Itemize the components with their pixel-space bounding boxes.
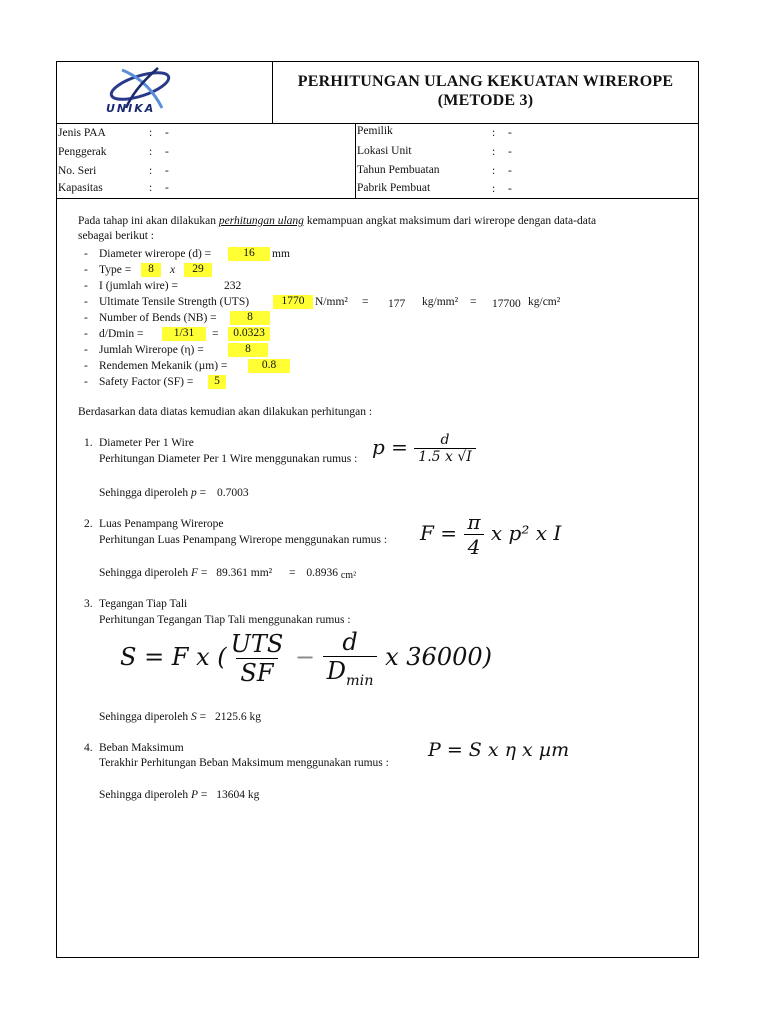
info-divider	[56, 198, 699, 199]
unika-logo	[92, 64, 202, 122]
formula3-den2-main: D	[326, 657, 346, 685]
info-right-value-0: -	[508, 127, 512, 139]
formula2-rhs: x p² x I	[490, 521, 562, 545]
document-frame	[56, 61, 699, 958]
page-title	[272, 72, 699, 110]
nb-value: 8	[230, 311, 270, 325]
step3-result-value: 2125.6	[214, 711, 247, 723]
step4-num: 4.	[84, 742, 93, 754]
formula3-minus: −	[294, 642, 316, 671]
step4-result	[99, 789, 259, 801]
info-left-value-1: -	[165, 146, 169, 158]
step2-desc: Perhitungan Luas Penampang Wirerope menggunakan rumus :	[99, 534, 388, 546]
param-dash: -	[84, 312, 88, 324]
result-label: Sehingga diperoleh	[99, 567, 189, 579]
formula1-lhs: p =	[372, 435, 408, 459]
info-column-divider	[355, 123, 356, 198]
step2-result-unit2: cm²	[340, 570, 357, 581]
formula3-lhs: S = F x (	[120, 642, 227, 671]
title-line2: (METODE 3)	[437, 92, 534, 109]
info-right-label-2: Tahun Pembuatan	[357, 164, 440, 176]
formula3-denominator2	[323, 656, 378, 689]
ddmin-value: 1/31	[162, 327, 206, 341]
uts-value: 1770	[273, 295, 313, 309]
intro-line2: sebagai berikut :	[78, 230, 155, 242]
step3-title: Tegangan Tiap Tali	[99, 598, 188, 610]
result-label: Sehingga diperoleh	[99, 487, 189, 499]
info-left-label-1: Penggerak	[58, 146, 107, 158]
step1-title: Diameter Per 1 Wire	[99, 437, 194, 449]
nb-label: Number of Bends (NB) =	[99, 312, 217, 324]
uts-eq2: =	[470, 296, 477, 308]
diameter-unit: mm	[272, 248, 290, 260]
step2-result-value: 89.361	[216, 567, 248, 579]
formula-1	[372, 432, 476, 465]
type-label: Type =	[99, 264, 132, 276]
rendemen-value: 0.8	[248, 359, 290, 373]
uts-value2: 177	[388, 298, 406, 310]
formula2-numerator: π	[467, 510, 481, 534]
info-right-label-0: Pemilik	[357, 125, 393, 137]
rendemen-label: Rendemen Mekanik (µm) =	[99, 360, 228, 372]
formula3-numerator2: d	[342, 628, 358, 656]
intro-emphasis: perhitungan ulang	[218, 215, 304, 227]
result-var: P	[190, 789, 199, 801]
step2-result-value2: 0.8936	[306, 567, 338, 579]
info-left-sep-3: :	[149, 182, 153, 194]
param-dash: -	[84, 280, 88, 292]
param-dash: -	[84, 360, 88, 372]
result-label: Sehingga diperoleh	[99, 789, 189, 801]
param-dash: -	[84, 264, 88, 276]
sf-label: Safety Factor (SF) =	[99, 376, 194, 388]
param-dash: -	[84, 296, 88, 308]
ddmin-eq: =	[212, 328, 219, 340]
ddmin-value2: 0.0323	[228, 327, 270, 341]
formula3-den2-sub: min	[345, 672, 374, 689]
step1-desc: Perhitungan Diameter Per 1 Wire menggunakan rumus :	[99, 453, 358, 465]
formula2-lhs: F =	[420, 521, 457, 545]
formula3-fraction2	[323, 628, 378, 689]
formula1-denominator: 1.5 x √I	[414, 448, 476, 465]
type-b-value: 29	[184, 263, 212, 277]
param-dash: -	[84, 344, 88, 356]
intro-post: kemampuan angkat maksimum dari wirerope dengan data-data	[303, 215, 597, 227]
sf-value: 5	[208, 375, 226, 389]
uts-eq1: =	[362, 296, 369, 308]
info-left-sep-2: :	[149, 165, 153, 177]
formula2-denominator: 4	[464, 534, 485, 559]
step1-result-value: 0.7003	[216, 487, 249, 499]
info-left-sep-0: :	[149, 127, 153, 139]
info-right-sep-2: :	[492, 165, 496, 177]
info-left-value-0: -	[165, 127, 169, 139]
formula3-rhs: x 36000)	[385, 642, 492, 671]
step4-result-value: 13604	[216, 789, 246, 801]
formula1-numerator: d	[440, 432, 450, 448]
result-eq2: =	[288, 567, 296, 579]
step1-result	[99, 487, 249, 499]
formula-2	[420, 510, 561, 559]
formula3-denominator1: SF	[236, 658, 277, 687]
type-a-value: 8	[141, 263, 161, 277]
title-line1: PERHITUNGAN ULANG KEKUATAN WIREROPE	[297, 73, 674, 90]
uts-label: Ultimate Tensile Strength (UTS)	[99, 296, 250, 308]
result-var: p	[190, 487, 197, 499]
calc-intro: Berdasarkan data diatas kemudian akan dilakukan perhitungan :	[78, 406, 373, 418]
jumlah-label: Jumlah Wirerope (η) =	[99, 344, 204, 356]
logo-text: UNIKA	[106, 102, 156, 115]
result-eq: =	[200, 789, 208, 801]
result-label: Sehingga diperoleh	[99, 711, 189, 723]
step4-result-unit: kg	[247, 789, 260, 801]
formula-3	[120, 628, 492, 689]
jumlah-value: 8	[228, 343, 268, 357]
info-left-label-2: No. Seri	[58, 165, 97, 177]
result-var: F	[190, 567, 199, 579]
uts-unit2: kg/mm²	[422, 296, 459, 308]
step4-title: Beban Maksimum	[99, 742, 184, 754]
diameter-label: Diameter wirerope (d) =	[99, 248, 212, 260]
step2-result-unit: mm²	[250, 567, 273, 579]
info-left-value-3: -	[165, 182, 169, 194]
formula3-numerator1: UTS	[230, 629, 284, 658]
step4-desc: Terakhir Perhitungan Beban Maksimum menggunakan rumus :	[99, 757, 389, 769]
info-right-sep-1: :	[492, 146, 496, 158]
param-dash: -	[84, 376, 88, 388]
step3-num: 3.	[84, 598, 93, 610]
result-eq: =	[199, 711, 207, 723]
info-right-sep-0: :	[492, 127, 496, 139]
uts-value3: 17700	[492, 298, 521, 310]
result-eq: =	[200, 567, 208, 579]
info-left-value-2: -	[165, 165, 169, 177]
i-value: 232	[224, 280, 242, 292]
result-var: S	[190, 711, 197, 723]
diameter-value: 16	[228, 247, 270, 261]
formula3-fraction1	[227, 630, 288, 687]
info-left-sep-1: :	[149, 146, 153, 158]
header-divider	[56, 123, 699, 124]
info-left-label-0: Jenis PAA	[58, 127, 106, 139]
formula2-fraction	[463, 510, 484, 559]
i-label: I (jumlah wire) =	[99, 280, 178, 292]
uts-unit1: N/mm²	[315, 296, 348, 308]
formula1-fraction	[414, 432, 476, 465]
param-dash: -	[84, 248, 88, 260]
step2-title: Luas Penampang Wirerope	[99, 518, 224, 530]
info-right-label-1: Lokasi Unit	[357, 145, 412, 157]
formula-4: P = S x η x µm	[428, 739, 570, 761]
result-eq: =	[199, 487, 207, 499]
info-left-label-3: Kapasitas	[58, 182, 103, 194]
step3-result-unit: kg	[249, 711, 261, 723]
step2-result	[99, 567, 356, 581]
info-right-value-1: -	[508, 146, 512, 158]
intro-line1	[78, 215, 596, 227]
step1-num: 1.	[84, 437, 93, 449]
ddmin-label: d/Dmin =	[99, 328, 144, 340]
step3-desc: Perhitungan Tegangan Tiap Tali menggunakan rumus :	[99, 614, 351, 626]
param-dash: -	[84, 328, 88, 340]
info-right-value-2: -	[508, 165, 512, 177]
info-right-sep-3: :	[492, 183, 496, 195]
uts-unit3: kg/cm²	[528, 296, 561, 308]
info-right-label-3: Pabrik Pembuat	[357, 182, 431, 194]
step3-result	[99, 711, 261, 723]
info-right-value-3: -	[508, 183, 512, 195]
intro-pre: Pada tahap ini akan dilakukan	[78, 215, 219, 227]
type-x: x	[170, 264, 176, 276]
step2-num: 2.	[84, 518, 93, 530]
